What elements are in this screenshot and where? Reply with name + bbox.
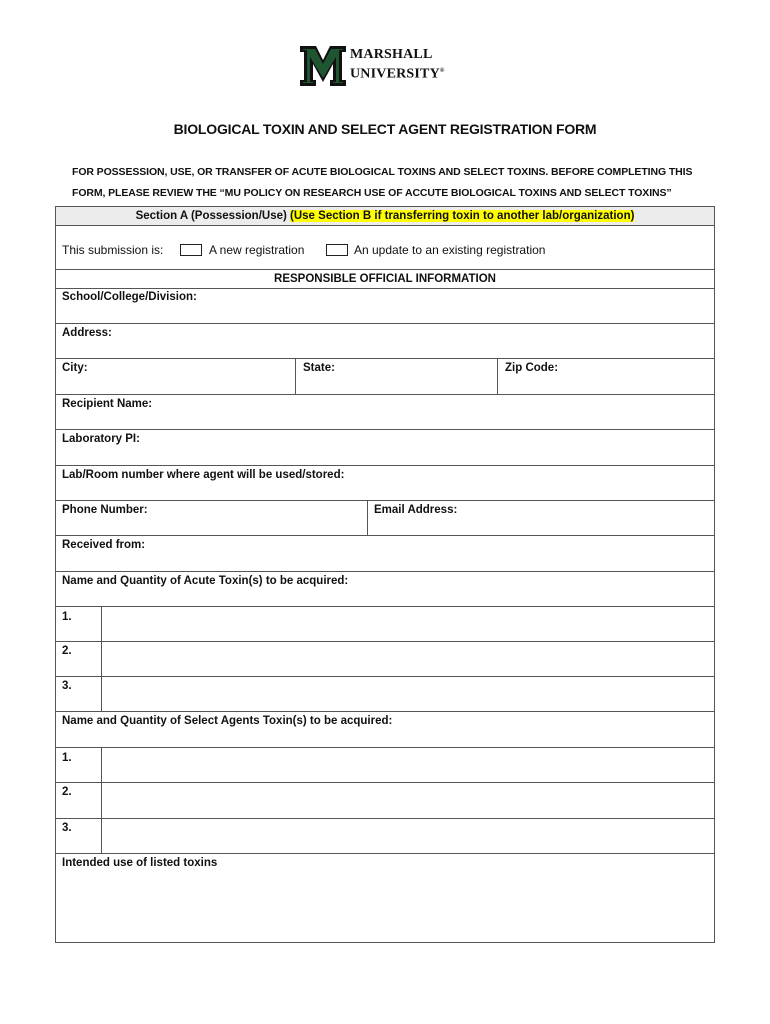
- logo-line-university: UNIVERSITY®: [350, 66, 445, 82]
- registration-form: [55, 206, 715, 943]
- responsible-official-header: RESPONSIBLE OFFICIAL INFORMATION: [56, 270, 714, 289]
- section-b-note: (Use Section B if transferring toxin to another lab/organization): [290, 210, 635, 222]
- divider: [367, 501, 368, 535]
- select-toxin-row[interactable]: [56, 748, 714, 783]
- new-registration-label: A new registration: [209, 243, 305, 257]
- select-toxin-heading-row: [56, 712, 714, 748]
- divider: [295, 359, 296, 394]
- intended-use-label: Intended use of listed toxins: [62, 857, 218, 869]
- select-toxin-row[interactable]: [56, 819, 714, 854]
- divider: [101, 607, 102, 641]
- marshall-m-logo-icon: [298, 44, 348, 88]
- state-label: State:: [303, 362, 335, 374]
- row-number: 2.: [62, 786, 72, 798]
- address-field[interactable]: [56, 324, 714, 359]
- school-label: School/College/Division:: [62, 291, 197, 303]
- divider: [497, 359, 498, 394]
- acute-toxin-row[interactable]: [56, 642, 714, 677]
- row-number: 1.: [62, 611, 72, 623]
- intro-line-2: FORM, PLEASE REVIEW THE “MU POLICY ON RESEARCH USE OF ACCUTE BIOLOGICAL TOXINS AND SELECT TOXINS”: [72, 187, 672, 199]
- intro-line-1: FOR POSSESSION, USE, OR TRANSFER OF ACUTE BIOLOGICAL TOXINS AND SELECT TOXINS. BEFORE COMPLETING THIS: [72, 166, 693, 178]
- logo-wordmark: [350, 46, 445, 83]
- intended-use-field[interactable]: [56, 854, 714, 942]
- recipient-label: Recipient Name:: [62, 398, 153, 410]
- divider: [101, 642, 102, 676]
- zip-label: Zip Code:: [505, 362, 559, 374]
- city-state-zip-row: [56, 359, 714, 395]
- address-label: Address:: [62, 327, 112, 339]
- laboratory-pi-field[interactable]: [56, 430, 714, 466]
- phone-email-row: [56, 501, 714, 536]
- row-number: 1.: [62, 752, 72, 764]
- form-title: BIOLOGICAL TOXIN AND SELECT AGENT REGISTRATION FORM: [173, 121, 597, 137]
- acute-toxin-row[interactable]: [56, 677, 714, 712]
- school-field[interactable]: [56, 289, 714, 324]
- logo-line-marshall: MARSHALL: [350, 47, 433, 62]
- room-label: Lab/Room number where agent will be used/stored:: [62, 469, 345, 481]
- acute-toxin-heading-row: [56, 572, 714, 607]
- acute-toxin-row[interactable]: [56, 607, 714, 642]
- update-registration-label: An update to an existing registration: [354, 243, 546, 257]
- select-toxin-row[interactable]: [56, 783, 714, 819]
- marshall-university-logo: [298, 44, 445, 90]
- registered-mark: ®: [439, 68, 445, 74]
- pi-label: Laboratory PI:: [62, 433, 140, 445]
- received-from-field[interactable]: [56, 536, 714, 572]
- divider: [101, 783, 102, 818]
- email-label: Email Address:: [374, 504, 458, 516]
- update-registration-checkbox[interactable]: [326, 244, 348, 256]
- form-intro: [72, 162, 712, 204]
- row-number: 2.: [62, 645, 72, 657]
- divider: [101, 819, 102, 853]
- section-a-heading: Section A (Possession/Use): [135, 210, 287, 222]
- new-registration-checkbox[interactable]: [180, 244, 202, 256]
- row-number: 3.: [62, 680, 72, 692]
- submission-label: This submission is:: [62, 243, 164, 257]
- acute-toxin-heading: Name and Quantity of Acute Toxin(s) to be acquired:: [62, 575, 349, 587]
- lab-room-field[interactable]: [56, 466, 714, 501]
- recipient-field[interactable]: [56, 395, 714, 430]
- row-number: 3.: [62, 822, 72, 834]
- phone-label: Phone Number:: [62, 504, 148, 516]
- divider: [101, 677, 102, 711]
- section-a-header: [56, 207, 714, 226]
- received-label: Received from:: [62, 539, 146, 551]
- select-toxin-heading: Name and Quantity of Select Agents Toxin(s) to be acquired:: [62, 715, 393, 727]
- city-label: City:: [62, 362, 88, 374]
- divider: [101, 748, 102, 782]
- submission-type-row: [56, 226, 714, 270]
